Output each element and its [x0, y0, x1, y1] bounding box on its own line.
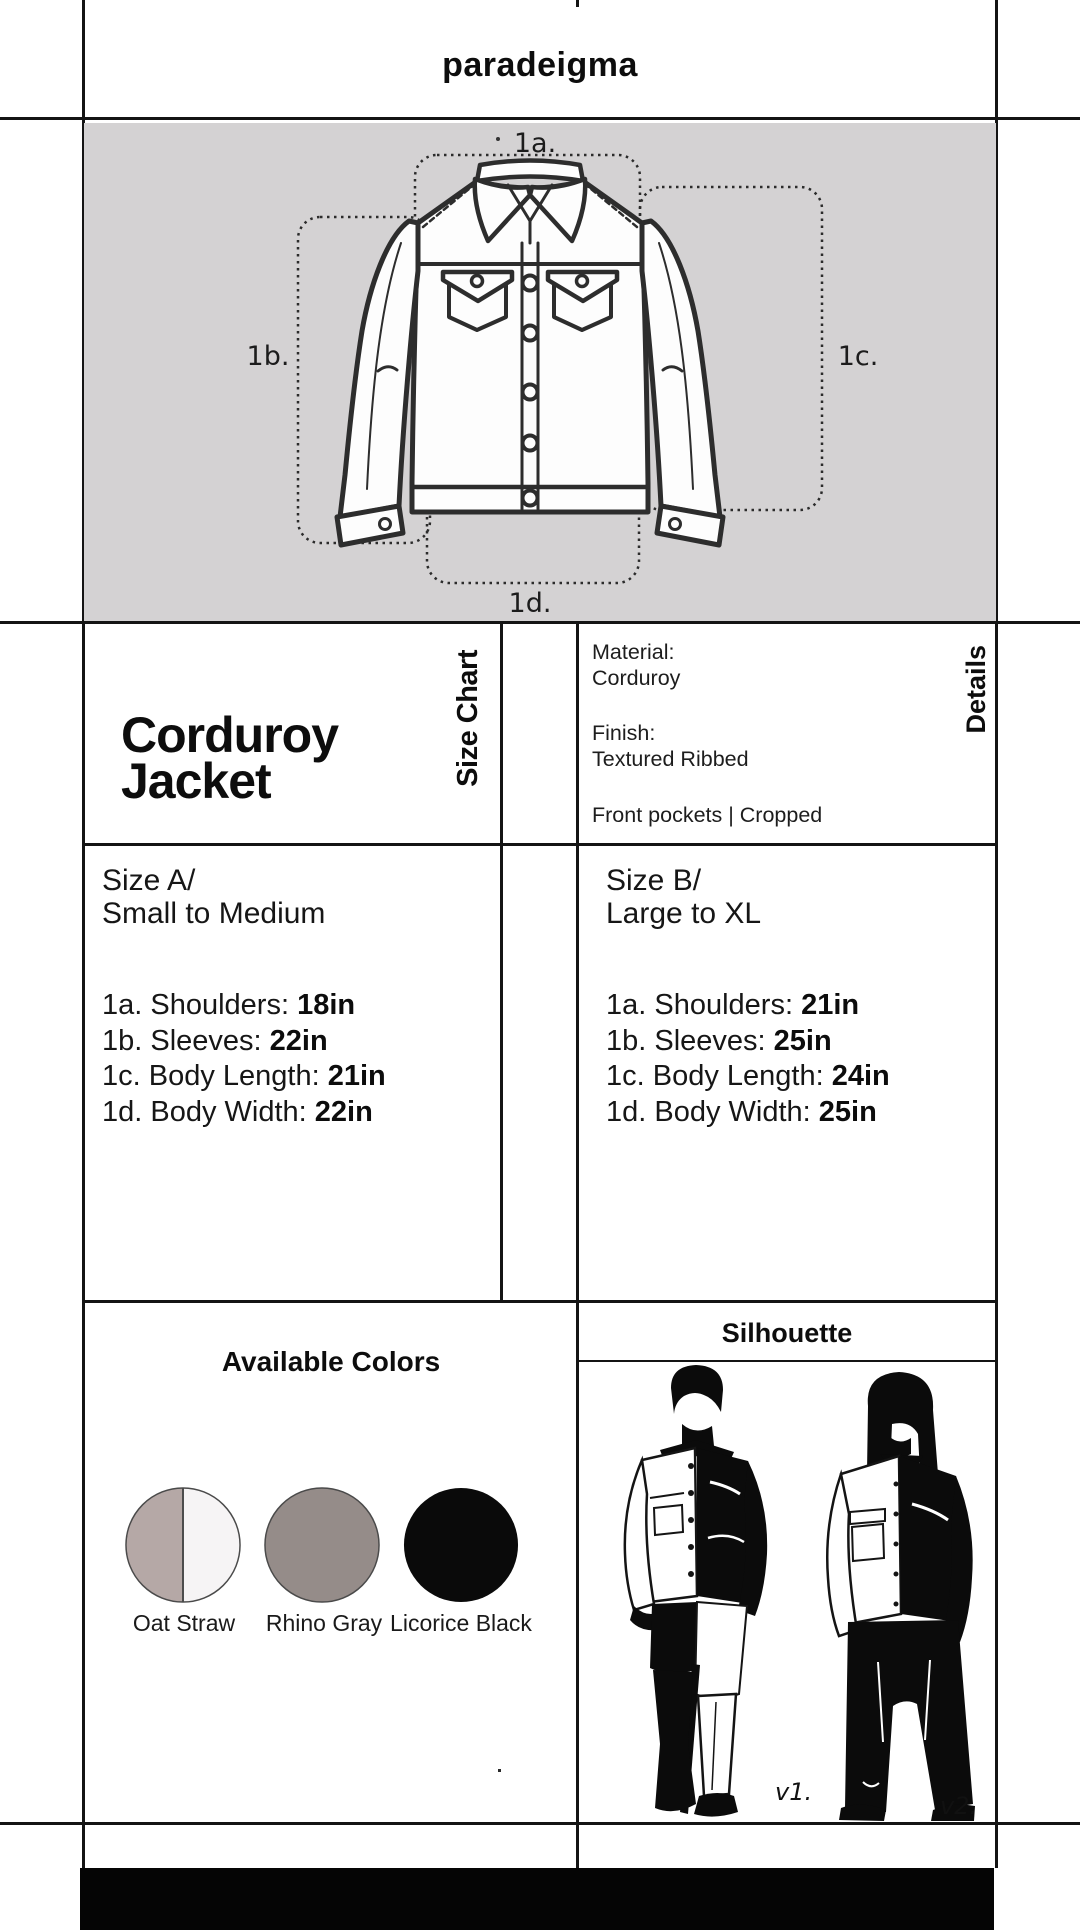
oat-straw-circle [124, 1486, 242, 1604]
measurement-label: 1c. Body Length: [606, 1060, 832, 1092]
size-a-name: Size A/ [102, 864, 196, 897]
material-label: Material: [592, 640, 675, 664]
diagram-label-1b: 1b. [246, 341, 290, 372]
measurement-row [102, 1095, 386, 1131]
measurement-row [102, 988, 386, 1024]
diagram-bottom-line [0, 621, 1080, 624]
measurement-label: 1a. Shoulders: [102, 989, 298, 1021]
product-title-line1: Corduroy [121, 707, 338, 763]
diagram-label-1d: 1d. [508, 588, 552, 619]
rhino-gray-fill [265, 1488, 379, 1602]
size-a-range: Small to Medium [102, 897, 326, 930]
top-center-tick [576, 0, 579, 7]
measurement-label: 1d. Body Width: [102, 1095, 315, 1128]
size-b-range: Large to XL [606, 897, 762, 930]
size-a-measurements [102, 988, 386, 1130]
measurement-label: 1b. Sleeves: [606, 1024, 774, 1057]
jacket-diagram-panel [84, 123, 996, 621]
size-b-name: Size B/ [606, 864, 702, 897]
measurement-label: 1d. Body Width: [606, 1095, 819, 1128]
measurement-value: 21in [327, 1060, 386, 1092]
size-b-measurements [606, 988, 890, 1130]
footer-black-bar [80, 1868, 994, 1930]
swatch-label-rhino-gray: Rhino Gray [265, 1610, 383, 1636]
silhouette-figures [578, 1362, 996, 1829]
measurement-row [102, 1059, 386, 1095]
measurement-row [606, 1095, 890, 1131]
measurement-label: 1c. Body Length: [102, 1060, 328, 1092]
stray-dot [498, 1769, 501, 1772]
colors-section-title: Available Colors [221, 1346, 441, 1377]
diagram-label-1a: 1a. [513, 128, 557, 159]
variant-label-v1: v1. [775, 1778, 813, 1806]
measurement-row [102, 1024, 386, 1060]
measurement-value: 24in [831, 1060, 890, 1092]
swatch-label-oat-straw: Oat Straw [132, 1610, 236, 1636]
brand-logo-text: paradeigma [442, 46, 638, 84]
sizechart-divider-line [500, 621, 503, 1302]
details-vertical-label [956, 634, 996, 744]
diagram-label-1c: 1c. [837, 341, 879, 372]
oat-straw-right-half [183, 1488, 240, 1602]
swatch-oat-straw [124, 1486, 242, 1604]
details-vertical-text: Details [960, 644, 991, 734]
left-pocket-button [472, 276, 483, 287]
size-chart-vertical-label [448, 638, 488, 798]
silhouette-figure-v1 [625, 1365, 767, 1817]
measurement-row [606, 1059, 890, 1095]
right-pocket-button [577, 276, 588, 287]
licorice-black-fill [404, 1488, 518, 1602]
variant-label-v2: v2. [940, 1792, 978, 1820]
header-bottom-line [0, 117, 1080, 120]
measurement-label: 1a. Shoulders: [606, 989, 802, 1021]
product-title-line2: Jacket [121, 753, 271, 809]
jacket-diagram [84, 123, 996, 621]
diagram-stray-dot [496, 137, 500, 141]
size-row-bottom-line [82, 1300, 998, 1303]
product-title [121, 707, 338, 809]
oat-straw-left-half [126, 1488, 183, 1602]
jacket-drawing [337, 161, 723, 546]
finish-value: Textured Ribbed [592, 747, 749, 771]
measurement-value: 22in [269, 1024, 328, 1057]
silhouette-section-title: Silhouette [721, 1318, 853, 1348]
finish-label: Finish: [592, 721, 656, 745]
swatch-licorice-black [402, 1486, 520, 1604]
rhino-gray-circle [263, 1486, 381, 1604]
measurement-value: 18in [297, 989, 356, 1021]
features-text: Front pockets | Cropped [592, 803, 823, 827]
size-chart-vertical-text: Size Chart [451, 649, 484, 787]
licorice-black-circle [402, 1486, 520, 1604]
measurement-label: 1b. Sleeves: [102, 1024, 270, 1057]
measurement-value: 25in [773, 1024, 832, 1057]
collar-stand [477, 161, 583, 182]
right-cuff-button [670, 519, 681, 530]
material-value: Corduroy [592, 666, 681, 690]
measurement-value: 25in [818, 1095, 877, 1128]
silhouette-figure-v2 [827, 1372, 978, 1821]
swatch-label-licorice-black: Licorice Black [390, 1610, 532, 1636]
size-b-heading [606, 864, 761, 930]
size-a-heading [102, 864, 325, 930]
measurement-value: 22in [314, 1095, 373, 1128]
left-cuff-button [380, 519, 391, 530]
measurement-value: 21in [801, 989, 860, 1021]
silhouette-illustration [578, 1362, 996, 1824]
measurement-row [606, 1024, 890, 1060]
title-row-bottom-line [82, 843, 998, 846]
swatch-rhino-gray [263, 1486, 381, 1604]
measurement-row [606, 988, 890, 1024]
